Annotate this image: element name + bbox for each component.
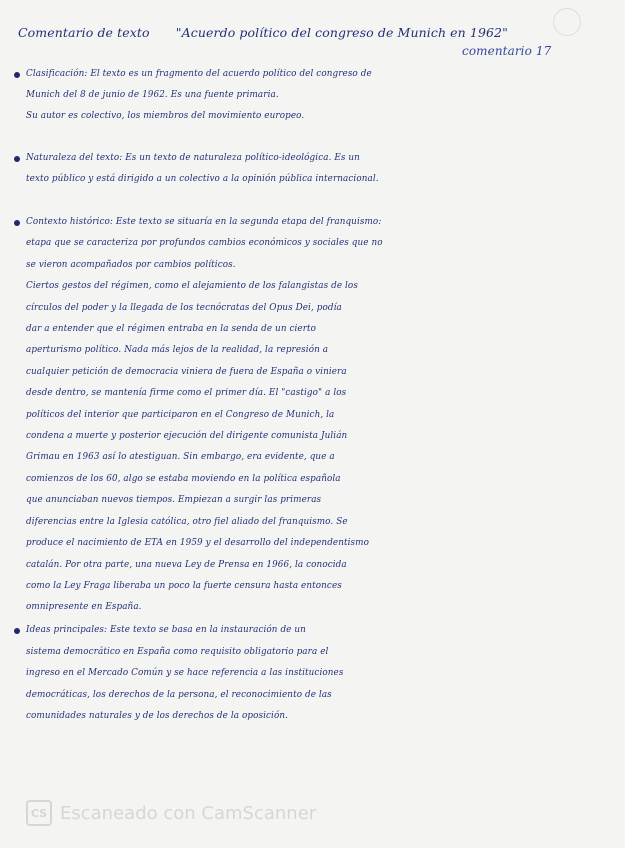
camscanner-logo-icon: CS xyxy=(26,800,52,826)
text-line: desde dentro, se mantenía firme como el primer día. El "castigo" a los xyxy=(26,388,347,399)
text-line: se vieron acompañados por cambios políticos. xyxy=(26,259,236,270)
text-line: Contexto histórico: Este texto se situaría en la segunda etapa del franquismo: xyxy=(26,217,382,227)
section-clasificacion xyxy=(14,64,614,127)
text-line: democráticas, los derechos de la persona, el reconocimiento de las xyxy=(26,689,332,700)
text-line: Grimau en 1963 así lo atestiguan. Sin embargo, era evidente, que a xyxy=(26,452,335,463)
grade-note: comentario 17 xyxy=(462,44,552,58)
section-ideas xyxy=(14,620,614,728)
header-title-left: Comentario de texto xyxy=(18,25,150,40)
text-line: sistema democrático en España como requisito obligatorio para el xyxy=(26,646,329,657)
page-header xyxy=(18,22,508,43)
text-line: Ideas principales: Este texto se basa en la instauración de un xyxy=(26,625,306,635)
text-line: cualquier petición de democracia viniera de fuera de España o viniera xyxy=(26,366,347,377)
faint-stamp-mark xyxy=(553,8,581,36)
text-line: aperturismo político. Nada más lejos de la realidad, la represión a xyxy=(26,345,329,356)
bullet-icon xyxy=(14,156,20,162)
text-line: produce el nacimiento de ETA en 1959 y el desarrollo del independentismo xyxy=(26,538,369,549)
text-line: como la Ley Fraga liberaba un poco la fuerte censura hasta entonces xyxy=(26,580,342,591)
header-title-right: "Acuerdo político del congreso de Munich en 1962" xyxy=(175,25,508,40)
bullet-icon xyxy=(14,628,20,634)
text-line: políticos del interior que participaron en el Congreso de Munich, la xyxy=(26,409,335,420)
text-line: Munich del 8 de junio de 1962. Es una fuente primaria. xyxy=(26,90,279,100)
text-line: Clasificación: El texto es un fragmento del acuerdo político del congreso de xyxy=(26,69,372,79)
text-line: dar a entender que el régimen entraba en la senda de un cierto xyxy=(26,324,317,335)
bullet-icon xyxy=(14,220,20,226)
text-line: texto público y está dirigido a un colectivo a la opinión pública internacional. xyxy=(26,174,379,184)
camscanner-watermark xyxy=(26,800,316,826)
text-line: ingreso en el Mercado Común y se hace referencia a las instituciones xyxy=(26,668,344,679)
section-naturaleza xyxy=(14,148,614,190)
text-line: Su autor es colectivo, los miembros del movimiento europeo. xyxy=(26,111,305,121)
text-line: diferencias entre la Iglesia católica, otro fiel aliado del franquismo. Se xyxy=(26,516,348,527)
bullet-icon xyxy=(14,72,20,78)
text-line: comunidades naturales y de los derechos de la oposición. xyxy=(26,711,289,722)
text-line: comienzos de los 60, algo se estaba moviendo en la política española xyxy=(26,473,341,484)
section-contexto xyxy=(14,212,614,619)
watermark-text: Escaneado con CamScanner xyxy=(60,802,317,824)
text-line: etapa que se caracteriza por profundos cambios económicos y sociales que no xyxy=(26,238,383,249)
text-line: Naturaleza del texto: Es un texto de naturaleza político-ideológica. Es un xyxy=(26,153,360,163)
text-line: omnipresente en España. xyxy=(26,602,142,613)
text-line: catalán. Por otra parte, una nueva Ley de Prensa en 1966, la conocida xyxy=(26,559,347,570)
text-line: condena a muerte y posterior ejecución del dirigente comunista Julián xyxy=(26,431,348,442)
text-line: que anunciaban nuevos tiempos. Empiezan a surgir las primeras xyxy=(26,495,322,506)
text-line: Ciertos gestos del régimen, como el alejamiento de los falangistas de los xyxy=(26,281,358,292)
text-line: círculos del poder y la llegada de los tecnócratas del Opus Dei, podía xyxy=(26,302,342,313)
